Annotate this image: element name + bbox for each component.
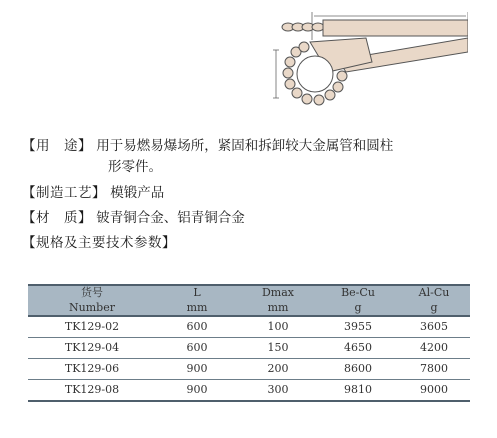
table-cell: 100 bbox=[238, 316, 318, 338]
spec-usage-line-2 bbox=[108, 157, 162, 177]
header-cell: 货号 bbox=[28, 285, 156, 300]
table-cell: 600 bbox=[156, 338, 238, 359]
table-cell: 9000 bbox=[398, 380, 470, 402]
subheader-cell: Number bbox=[28, 300, 156, 316]
product-illustration bbox=[268, 2, 468, 112]
pipe-circle bbox=[297, 56, 333, 92]
table-cell: 9810 bbox=[318, 380, 398, 402]
table-cell: 600 bbox=[156, 316, 238, 338]
header-cell: Al-Cu bbox=[398, 285, 470, 300]
usage-text-continued: 形零件。 bbox=[108, 159, 162, 175]
table-cell: 300 bbox=[238, 380, 318, 402]
spec-usage-line bbox=[22, 136, 393, 156]
table-cell: 3955 bbox=[318, 316, 398, 338]
usage-label: 【用 途】 bbox=[22, 138, 92, 154]
chain-links bbox=[282, 23, 324, 31]
table-cell: 8600 bbox=[318, 359, 398, 380]
process-label: 【制造工艺】 bbox=[22, 185, 106, 201]
table-row bbox=[28, 316, 470, 338]
header-cell: Dmax bbox=[238, 285, 318, 300]
material-text: 铍青铜合金、铝青铜合金 bbox=[96, 210, 245, 226]
spec-process-line bbox=[22, 183, 164, 203]
subheader-cell: mm bbox=[238, 300, 318, 316]
process-text: 模锻产品 bbox=[110, 185, 165, 201]
table-cell: 900 bbox=[156, 380, 238, 402]
table-cell: 150 bbox=[238, 338, 318, 359]
wrench-handle bbox=[323, 20, 468, 36]
table-cell: 7800 bbox=[398, 359, 470, 380]
subheader-cell: mm bbox=[156, 300, 238, 316]
subheader-cell: g bbox=[318, 300, 398, 316]
table-cell: TK129-02 bbox=[28, 316, 156, 338]
table-cell: 4650 bbox=[318, 338, 398, 359]
table-cell: 4200 bbox=[398, 338, 470, 359]
table-row bbox=[28, 338, 470, 359]
spec-material-line bbox=[22, 208, 245, 228]
subheader-cell: g bbox=[398, 300, 470, 316]
table-header-row bbox=[28, 285, 470, 300]
table-row bbox=[28, 380, 470, 402]
params-label: 【规格及主要技术参数】 bbox=[22, 235, 176, 251]
header-cell: L bbox=[156, 285, 238, 300]
spec-table bbox=[28, 284, 470, 402]
spec-table-container bbox=[28, 284, 470, 402]
table-cell: TK129-04 bbox=[28, 338, 156, 359]
material-label: 【材 质】 bbox=[22, 210, 92, 226]
table-cell: 900 bbox=[156, 359, 238, 380]
header-cell: Be-Cu bbox=[318, 285, 398, 300]
table-cell: TK129-08 bbox=[28, 380, 156, 402]
table-cell: 3605 bbox=[398, 316, 470, 338]
table-cell: TK129-06 bbox=[28, 359, 156, 380]
table-row bbox=[28, 359, 470, 380]
spec-params-line bbox=[22, 233, 176, 253]
table-subheader-row bbox=[28, 300, 470, 316]
usage-text: 用于易燃易爆场所，紧固和拆卸较大金属管和圆柱 bbox=[96, 138, 394, 154]
table-cell: 200 bbox=[238, 359, 318, 380]
chain-wrench-drawing bbox=[268, 2, 468, 112]
